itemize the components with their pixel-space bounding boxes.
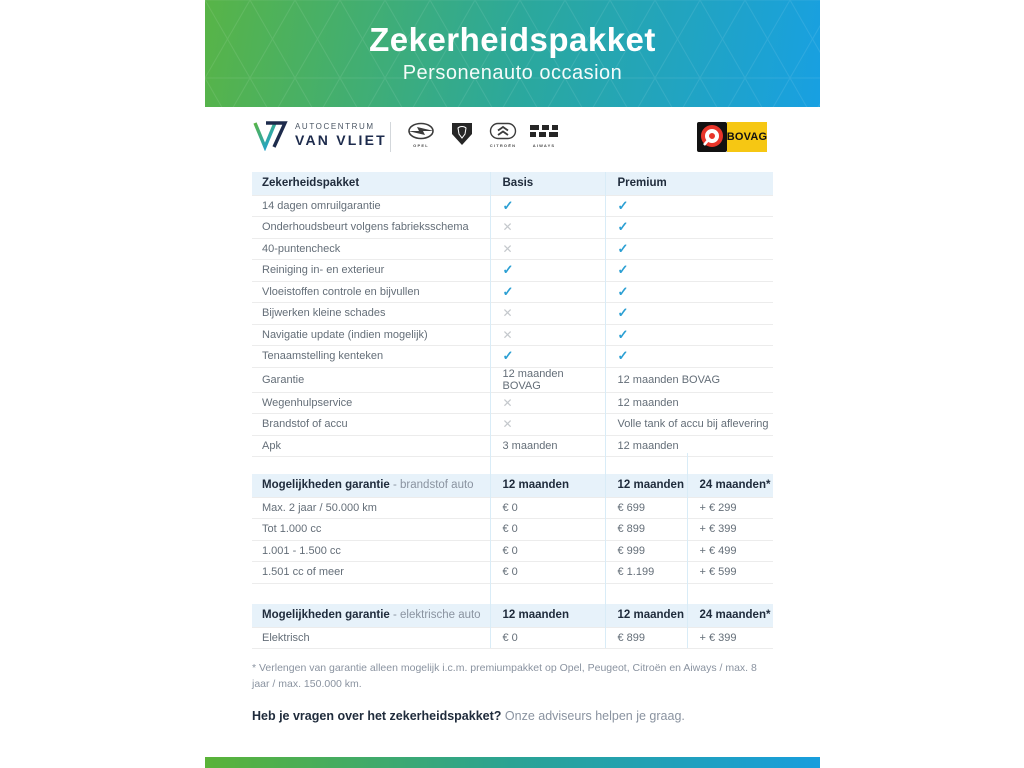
row-value: € 0 xyxy=(490,627,605,649)
check-icon: ✓ xyxy=(617,283,629,299)
column-12-maanden: 12 maanden xyxy=(490,474,605,497)
row-value xyxy=(490,195,605,217)
row-value: 12 maanden xyxy=(605,435,773,457)
package-comparison-table xyxy=(252,172,773,457)
row-value: 12 maanden xyxy=(605,392,773,414)
row-label: Onderhoudsbeurt volgens fabrieksschema xyxy=(252,217,490,239)
table-row xyxy=(252,217,773,239)
row-label: Max. 2 jaar / 50.000 km xyxy=(252,497,490,519)
bovag-wordmark: BOVAG xyxy=(727,122,767,152)
aiways-icon xyxy=(529,122,559,142)
check-icon: ✓ xyxy=(617,326,629,342)
table-row xyxy=(252,519,773,541)
row-value: € 899 xyxy=(605,519,687,541)
column-12-maanden: 12 maanden xyxy=(490,604,605,627)
row-value: + € 399 xyxy=(687,519,773,541)
table-row xyxy=(252,367,773,392)
citroen-icon xyxy=(489,122,517,142)
row-label: Wegenhulpservice xyxy=(252,392,490,414)
check-icon: ✓ xyxy=(617,348,629,364)
vanvliet-v7-icon xyxy=(252,119,288,151)
row-value: + € 299 xyxy=(687,497,773,519)
check-icon: ✓ xyxy=(617,240,629,256)
row-label: Brandstof of accu xyxy=(252,414,490,436)
row-label: Apk xyxy=(252,435,490,457)
row-value xyxy=(490,346,605,368)
row-value xyxy=(605,260,773,282)
spacer-row xyxy=(252,453,773,474)
table-row xyxy=(252,414,773,436)
table-row xyxy=(252,497,773,519)
column-24-maanden: 24 maanden* xyxy=(687,604,773,627)
row-value xyxy=(490,392,605,414)
row-label: 40-puntencheck xyxy=(252,238,490,260)
row-value xyxy=(490,217,605,239)
row-label: Bijwerken kleine schades xyxy=(252,303,490,325)
row-label: 14 dagen omruilgarantie xyxy=(252,195,490,217)
check-icon: ✓ xyxy=(502,197,514,213)
row-label: Navigatie update (indien mogelijk) xyxy=(252,324,490,346)
page-subtitle: Personenauto occasion xyxy=(402,61,623,84)
column-12-maanden: 12 maanden xyxy=(605,474,687,497)
row-value: + € 499 xyxy=(687,540,773,562)
row-value xyxy=(605,324,773,346)
check-icon: ✓ xyxy=(617,197,629,213)
row-label: Garantie xyxy=(252,367,490,392)
column-24-maanden: 24 maanden* xyxy=(687,474,773,497)
row-label: Vloeistoffen controle en bijvullen xyxy=(252,281,490,303)
row-value: € 1.199 xyxy=(605,562,687,584)
table-row xyxy=(252,238,773,260)
dealer-name-top: AUTOCENTRUM xyxy=(295,122,375,131)
peugeot-logo xyxy=(448,122,476,146)
column-12-maanden: 12 maanden xyxy=(605,604,687,627)
opel-icon xyxy=(407,122,435,142)
row-value xyxy=(605,195,773,217)
table-row xyxy=(252,303,773,325)
table-row xyxy=(252,281,773,303)
row-value xyxy=(490,238,605,260)
row-value: € 999 xyxy=(605,540,687,562)
footer-question-light: Onze adviseurs helpen je graag. xyxy=(501,709,685,723)
row-value: 3 maanden xyxy=(490,435,605,457)
row-value: € 0 xyxy=(490,519,605,541)
table-row xyxy=(252,392,773,414)
cross-icon: ✕ xyxy=(502,306,513,321)
header-banner xyxy=(205,0,820,107)
spacer-row xyxy=(252,583,773,604)
row-value xyxy=(605,217,773,239)
cross-icon: ✕ xyxy=(502,220,513,235)
row-value xyxy=(605,281,773,303)
cross-icon: ✕ xyxy=(502,417,513,432)
table-row xyxy=(252,627,773,649)
logo-strip xyxy=(205,114,820,162)
row-value xyxy=(490,324,605,346)
row-value: € 699 xyxy=(605,497,687,519)
row-value xyxy=(490,281,605,303)
table-title: Zekerheidspakket xyxy=(252,172,490,195)
row-label: 1.001 - 1.500 cc xyxy=(252,540,490,562)
logo-divider xyxy=(390,122,391,152)
table-row xyxy=(252,195,773,217)
row-label: Elektrisch xyxy=(252,627,490,649)
table-header-row xyxy=(252,474,773,497)
row-value: + € 399 xyxy=(687,627,773,649)
cross-icon: ✕ xyxy=(502,241,513,256)
cross-icon: ✕ xyxy=(502,327,513,342)
row-value xyxy=(490,414,605,436)
check-icon: ✓ xyxy=(617,262,629,278)
check-icon: ✓ xyxy=(617,219,629,235)
row-value: € 899 xyxy=(605,627,687,649)
electric-warranty-table xyxy=(252,583,773,649)
table-row xyxy=(252,346,773,368)
row-value: € 0 xyxy=(490,540,605,562)
check-icon: ✓ xyxy=(502,283,514,299)
opel-label: OPEL xyxy=(413,143,429,148)
row-label: Reiniging in- en exterieur xyxy=(252,260,490,282)
row-value: 12 maanden BOVAG xyxy=(605,367,773,392)
row-value xyxy=(605,303,773,325)
peugeot-icon xyxy=(451,122,473,146)
row-label: 1.501 cc of meer xyxy=(252,562,490,584)
page-title: Zekerheidspakket xyxy=(369,21,656,59)
dealer-logo xyxy=(252,119,387,151)
row-value xyxy=(605,238,773,260)
row-label: Tenaamstelling kenteken xyxy=(252,346,490,368)
table-title: Mogelijkheden garantie - elektrische auto xyxy=(252,604,490,627)
opel-logo xyxy=(407,122,435,148)
bottom-gradient-bar xyxy=(205,757,820,768)
row-value xyxy=(490,260,605,282)
row-value: + € 599 xyxy=(687,562,773,584)
column-premium: Premium xyxy=(605,172,773,195)
table-header-row xyxy=(252,604,773,627)
row-value xyxy=(605,346,773,368)
row-value: 12 maanden BOVAG xyxy=(490,367,605,392)
row-value: € 0 xyxy=(490,562,605,584)
check-icon: ✓ xyxy=(617,305,629,321)
table-row xyxy=(252,540,773,562)
row-value xyxy=(490,303,605,325)
footer-question xyxy=(252,709,685,723)
check-icon: ✓ xyxy=(502,262,514,278)
row-value: € 0 xyxy=(490,497,605,519)
footer-question-bold: Heb je vragen over het zekerheidspakket? xyxy=(252,709,502,723)
citroen-label: CITROËN xyxy=(489,143,517,148)
table-row xyxy=(252,260,773,282)
table-row xyxy=(252,324,773,346)
cross-icon: ✕ xyxy=(502,395,513,410)
aiways-label: AIWAYS xyxy=(532,143,556,148)
row-label: Tot 1.000 cc xyxy=(252,519,490,541)
brand-logos xyxy=(407,122,558,148)
aiways-logo xyxy=(530,122,558,148)
column-basis: Basis xyxy=(490,172,605,195)
table-header-row xyxy=(252,172,773,195)
bovag-logo xyxy=(697,122,767,152)
row-value: Volle tank of accu bij aflevering xyxy=(605,414,773,436)
table-title: Mogelijkheden garantie - brandstof auto xyxy=(252,474,490,497)
footnote: * Verlengen van garantie alleen mogelijk i.c.m. premiumpakket op Opel, Peugeot, Citroën en Aiways / max. 8 jaar / max. 150.000 km. xyxy=(252,662,757,691)
citroen-logo xyxy=(489,122,517,148)
fuel-warranty-table xyxy=(252,453,773,584)
check-icon: ✓ xyxy=(502,348,514,364)
table-row xyxy=(252,562,773,584)
dealer-name-bottom: VAN VLIET xyxy=(295,132,387,148)
bovag-wheel-icon xyxy=(697,122,727,152)
